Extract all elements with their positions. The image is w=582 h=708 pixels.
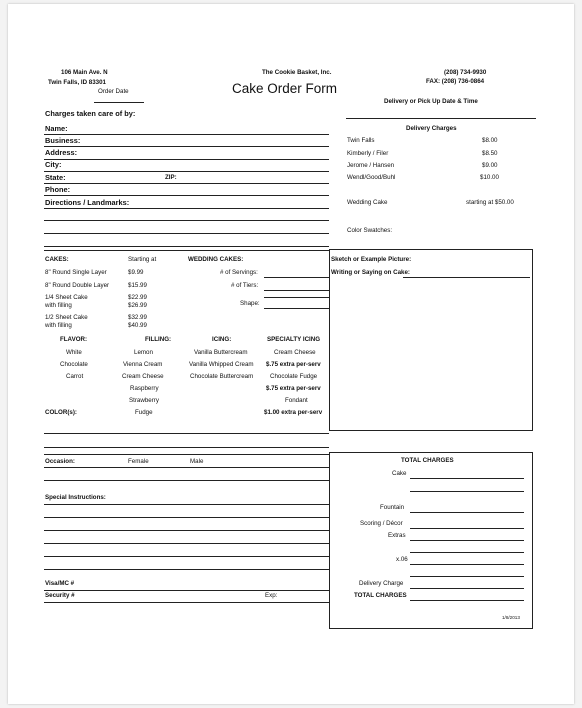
grand-total-label: TOTAL CHARGES — [354, 592, 407, 599]
delivery-charges-heading: Delivery Charges — [406, 125, 457, 132]
visa-mc-field-line[interactable] — [44, 590, 329, 591]
cake-item-name: with filling — [45, 322, 72, 329]
delivery-date-line[interactable] — [346, 118, 536, 119]
wedding-cake-delivery-label: Wedding Cake — [347, 199, 388, 206]
state-label: State: — [45, 173, 66, 182]
company-name: The Cookie Basket, Inc. — [262, 69, 332, 76]
special-instructions-line-5[interactable] — [44, 556, 329, 557]
phone-field-line[interactable] — [44, 195, 329, 196]
delivery-place: Kimberly / Filer — [347, 150, 389, 157]
filling-option: Strawberry — [129, 397, 159, 404]
icing-option: Chocolate Buttercream — [190, 373, 254, 380]
flavor-option: Carrot — [66, 373, 84, 380]
extras-line[interactable] — [410, 540, 524, 541]
delivery-price: $8.50 — [482, 150, 498, 157]
form-title: Cake Order Form — [232, 81, 338, 96]
tax-line[interactable] — [410, 564, 524, 565]
blank-charge-line-2[interactable] — [410, 576, 524, 577]
business-field-line[interactable] — [44, 146, 329, 147]
filling-option: Lemon — [134, 349, 153, 356]
directions-field-line-3[interactable] — [44, 233, 329, 234]
tax-label: x.06 — [396, 556, 408, 563]
shape-field-line[interactable] — [264, 308, 329, 309]
colors-label: COLOR(s): — [45, 409, 77, 416]
fountain-charge-label: Fountain — [380, 504, 405, 511]
directions-field-line-2[interactable] — [44, 220, 329, 221]
name-label: Name: — [45, 124, 68, 133]
cake-item-price: $22.99 — [128, 294, 147, 301]
subtotal-line[interactable] — [410, 552, 524, 553]
business-label: Business: — [45, 136, 81, 145]
cake-item-name: 1/4 Sheet Cake — [45, 294, 88, 301]
specialty-price: $.75 extra per-serv — [266, 361, 321, 368]
colors-field-line-1[interactable] — [44, 433, 329, 434]
scoring-decor-line[interactable] — [410, 528, 524, 529]
filling-option: Fudge — [135, 409, 153, 416]
order-date-label: Order Date — [98, 88, 129, 95]
tiers-field-line[interactable] — [264, 290, 329, 291]
cake-item-name: 8" Round Double Layer — [45, 282, 110, 289]
tiers-field-line-2[interactable] — [264, 297, 329, 298]
cakes-heading: CAKES: — [45, 256, 69, 263]
color-swatches-label: Color Swatches: — [347, 227, 393, 234]
flavor-heading: FLAVOR: — [60, 336, 88, 343]
special-instructions-line-2[interactable] — [44, 517, 329, 518]
special-instructions-line-1[interactable] — [44, 504, 329, 505]
order-date-line[interactable] — [94, 102, 144, 103]
flavor-option: White — [66, 349, 82, 356]
cake-item-price: $32.99 — [128, 314, 147, 321]
cake-item-price: $9.99 — [128, 269, 144, 276]
female-label: Female — [128, 458, 149, 465]
specialty-price: $.75 extra per-serv — [266, 385, 321, 392]
total-charges-heading: TOTAL CHARGES — [401, 457, 454, 464]
special-instructions-line-3[interactable] — [44, 530, 329, 531]
fountain-charge-line[interactable] — [410, 512, 524, 513]
grand-total-line[interactable] — [410, 600, 524, 601]
specialty-option: Chocolate Fudge — [270, 373, 318, 380]
occasion-field-line-2[interactable] — [44, 480, 329, 481]
cake-charge-label: Cake — [392, 470, 407, 477]
icing-option: Vanilla Buttercream — [194, 349, 248, 356]
special-instructions-line-4[interactable] — [44, 543, 329, 544]
delivery-charge-line[interactable] — [410, 588, 524, 589]
writing-field-line[interactable] — [403, 277, 530, 278]
phone-number: (208) 734-9930 — [444, 69, 487, 76]
delivery-price: $10.00 — [480, 174, 499, 181]
specialty-option: Fondant — [285, 397, 308, 404]
occasion-field-line[interactable] — [44, 467, 329, 468]
filling-option: Cream Cheese — [122, 373, 164, 380]
colors-field-line-2[interactable] — [44, 447, 329, 448]
filling-option: Raspberry — [130, 385, 159, 392]
occasion-top-line — [44, 454, 329, 455]
shape-label: Shape: — [240, 300, 260, 307]
exp-label: Exp: — [265, 592, 278, 599]
male-label: Male — [190, 458, 204, 465]
directions-field-line-1[interactable] — [44, 208, 329, 209]
delivery-price: $8.00 — [482, 137, 498, 144]
flavor-option: Chocolate — [60, 361, 88, 368]
cake-item-name: with filling — [45, 302, 72, 309]
address-field-line[interactable] — [44, 159, 329, 160]
cake-item-price: $15.99 — [128, 282, 147, 289]
zip-label: ZIP: — [165, 174, 177, 181]
fax-number: FAX: (208) 736-0864 — [426, 78, 485, 85]
cake-item-name: 8" Round Single Layer — [45, 269, 107, 276]
directions-field-line-4[interactable] — [44, 246, 329, 247]
sketch-picture-label: Sketch or Example Picture: — [331, 256, 412, 263]
delivery-date-label: Delivery or Pick Up Date & Time — [384, 98, 478, 105]
store-address-line1: 106 Main Ave. N — [61, 69, 108, 76]
city-label: City: — [45, 160, 62, 169]
filling-option: Vienna Cream — [123, 361, 163, 368]
charges-taken-care-label: Charges taken care of by: — [45, 109, 136, 118]
phone-label: Phone: — [45, 185, 71, 194]
wedding-cake-delivery-price: starting at $50.00 — [466, 199, 514, 206]
delivery-place: Jerome / Hansen — [347, 162, 395, 169]
directions-label: Directions / Landmarks: — [45, 198, 130, 207]
extras-label: Extras — [388, 532, 406, 539]
state-zip-field-line[interactable] — [44, 183, 329, 184]
cake-charge-line[interactable] — [410, 478, 524, 479]
delivery-price: $9.00 — [482, 162, 498, 169]
name-field-line[interactable] — [44, 134, 329, 135]
cake-item-name: 1/2 Sheet Cake — [45, 314, 88, 321]
store-address-line2: Twin Falls, ID 83301 — [48, 79, 107, 86]
specialty-option: Cream Cheese — [274, 349, 316, 356]
icing-heading: ICING: — [212, 336, 232, 343]
starting-at-label: Starting at — [128, 256, 157, 263]
servings-label: # of Servings: — [220, 269, 258, 276]
special-instructions-label: Special Instructions: — [45, 494, 106, 501]
cake-item-price: $26.99 — [128, 302, 147, 309]
address-label: Address: — [45, 148, 78, 157]
delivery-charge-label: Delivery Charge — [359, 580, 404, 587]
wedding-cakes-heading: WEDDING CAKES: — [188, 256, 244, 263]
cakes-top-line — [44, 250, 329, 251]
specialty-icing-heading: SPECIALTY ICING — [267, 336, 321, 343]
cake-item-price: $40.99 — [128, 322, 147, 329]
writing-on-cake-label: Writing or Saying on Cake: — [331, 269, 410, 276]
special-instructions-line-6[interactable] — [44, 569, 329, 570]
tiers-label: # of Tiers: — [231, 282, 259, 289]
security-field-line[interactable] — [44, 602, 329, 603]
scoring-decor-label: Scoring / Décor — [360, 520, 403, 527]
visa-mc-label: Visa/MC # — [45, 580, 75, 587]
occasion-label: Occasion: — [45, 458, 75, 465]
specialty-price: $1.00 extra per-serv — [264, 409, 323, 416]
order-form-page — [8, 4, 574, 704]
blank-charge-line[interactable] — [410, 491, 524, 492]
servings-field-line[interactable] — [264, 277, 329, 278]
security-label: Security # — [45, 592, 75, 599]
revision-footnote: 1/8/2013 — [502, 615, 520, 620]
filling-heading: FILLING: — [145, 336, 172, 343]
delivery-place: Wendl/Good/Buhl — [347, 174, 396, 181]
delivery-place: Twin Falls — [347, 137, 375, 144]
icing-option: Vanilla Whipped Cream — [189, 361, 254, 368]
city-field-line[interactable] — [44, 171, 329, 172]
